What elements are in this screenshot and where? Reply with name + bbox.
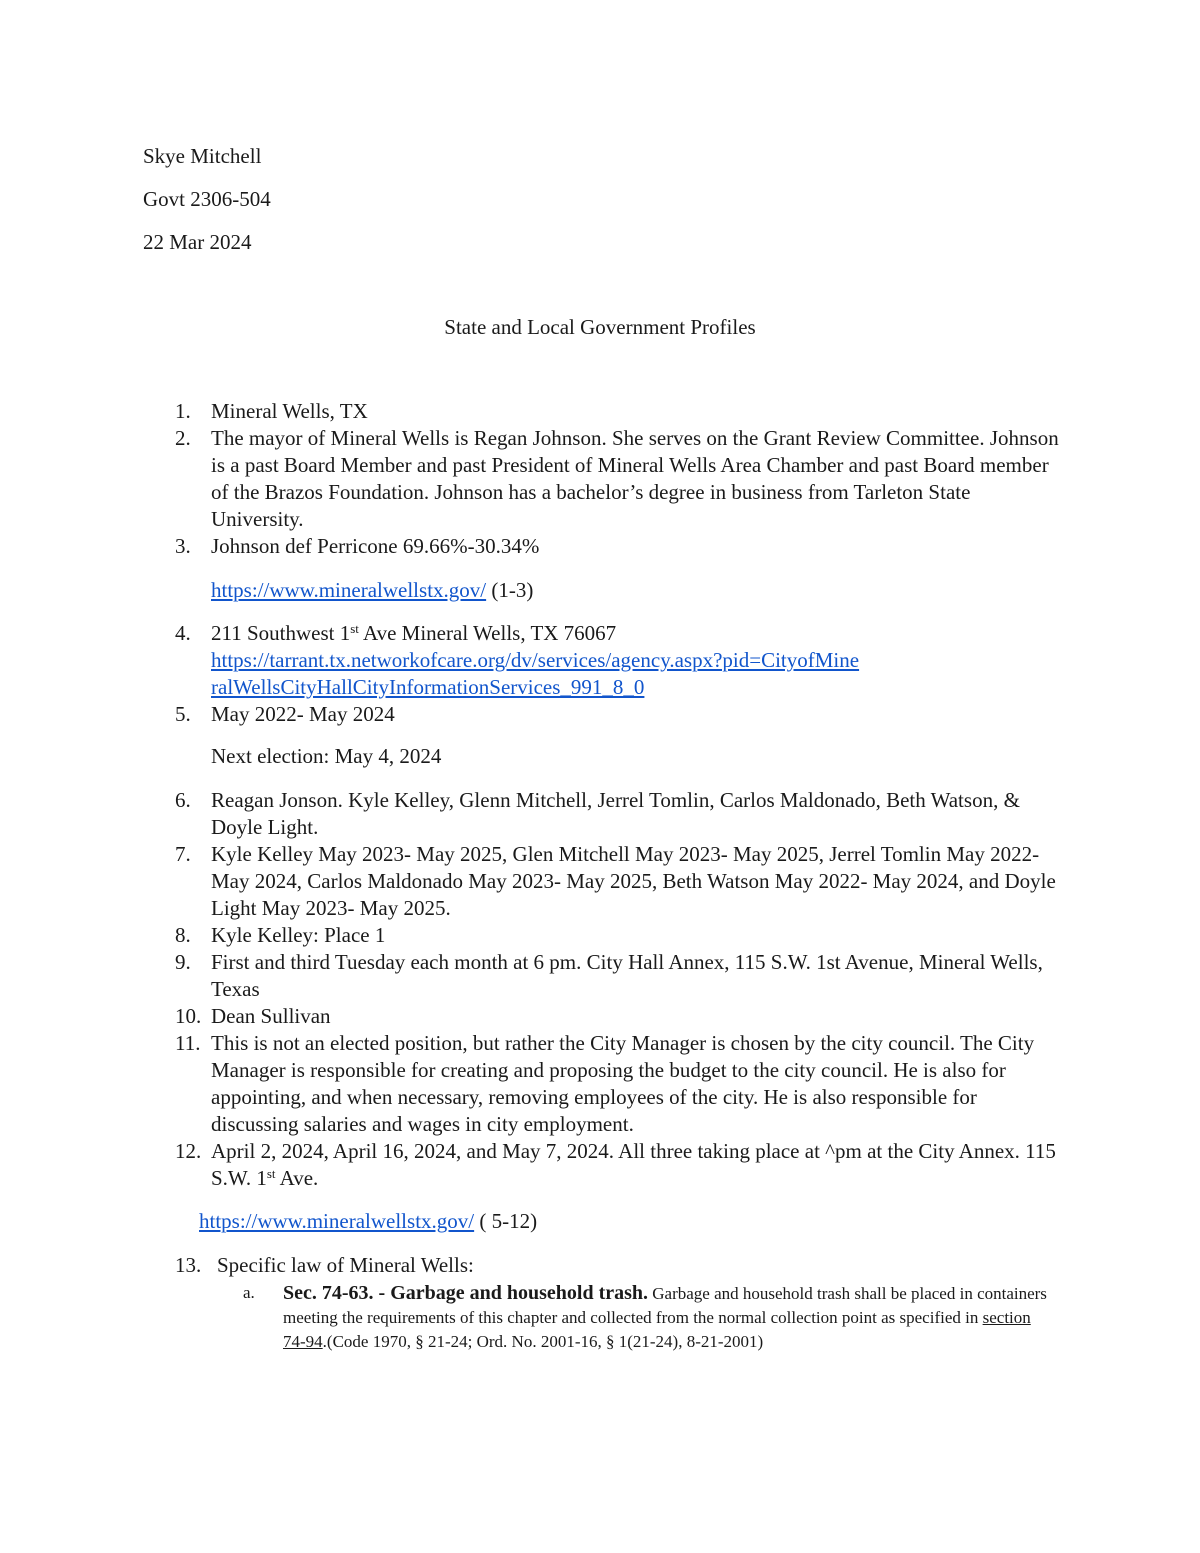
- list-text: The mayor of Mineral Wells is Regan Johnson. She serves on the Grant Review Committee. Johnson is a past Board Member and past President of Mineral Wells Area Chamber and past Board member of the Brazos Foundation. Johnson has a bachelor’s degree in business from Tarleton State University.: [211, 426, 1059, 531]
- list-number: 10.: [175, 1004, 202, 1028]
- address-text: Ave Mineral Wells, TX 76067: [358, 621, 617, 645]
- list-number: 9.: [175, 950, 191, 974]
- list-item: [175, 1003, 1065, 1030]
- list-number: 12.: [175, 1139, 202, 1163]
- list-text: Johnson def Perricone 69.66%-30.34%: [211, 534, 540, 558]
- source-range: ( 5-12): [474, 1209, 538, 1233]
- law-text: .(Code 1970, § 21-24; Ord. No. 2001-16, § 1(21-24), 8-21-2001): [322, 1332, 764, 1351]
- list-number: 13.: [175, 1253, 202, 1277]
- list-number: 8.: [175, 923, 191, 947]
- source-link[interactable]: https://www.mineralwellstx.gov/: [211, 578, 487, 602]
- list-item: [175, 620, 1065, 701]
- subitem-marker: a.: [243, 1283, 255, 1302]
- list-item: [175, 1252, 1065, 1279]
- list-number: 7.: [175, 842, 191, 866]
- list-number: 11.: [175, 1031, 201, 1055]
- list-item: [175, 1138, 1065, 1192]
- source-citation: [199, 1208, 537, 1235]
- source-link[interactable]: https://www.mineralwellstx.gov/: [199, 1209, 475, 1233]
- list-text: April 2, 2024, April 16, 2024, and May 7, 2024. All three taking place at ^pm at the City Annex. 115 S.W. 1: [211, 1139, 1056, 1190]
- next-election: Next election: May 4, 2024: [211, 744, 442, 768]
- list-text: This is not an elected position, but rather the City Manager is chosen by the city council. The City Manager is responsible for creating and proposing the budget to the city council. He is also for appointing, and when necessary, removing employees of the city. He is also responsible for discussing salaries and wages in city employment.: [211, 1031, 1035, 1136]
- list-item: [175, 533, 1065, 560]
- list-item: [175, 701, 1065, 728]
- course-code: Govt 2306-504: [143, 187, 271, 211]
- list-number: 6.: [175, 788, 191, 812]
- list-number: 4.: [175, 621, 191, 645]
- list-text: Specific law of Mineral Wells:: [217, 1253, 474, 1277]
- document-title: State and Local Government Profiles: [444, 315, 756, 339]
- list-number: 5.: [175, 702, 191, 726]
- list-text: First and third Tuesday each month at 6 pm. City Hall Annex, 115 S.W. 1st Avenue, Mineral Wells, Texas: [211, 950, 1043, 1001]
- list-text: Dean Sullivan: [211, 1004, 331, 1028]
- list-text: Ave.: [275, 1166, 319, 1190]
- law-subitem: [243, 1281, 1053, 1354]
- address-link[interactable]: https://tarrant.tx.networkofcare.org/dv/services/agency.aspx?pid=CityofMineralWellsCityHallCityInformationServices_991_8_0: [211, 648, 860, 699]
- document-date: 22 Mar 2024: [143, 230, 252, 254]
- section-reference: section 74-94: [283, 1308, 1031, 1351]
- list-item: [175, 922, 1065, 949]
- source-citation: [211, 577, 533, 604]
- list-text: May 2022- May 2024: [211, 702, 395, 726]
- list-item: [175, 949, 1065, 1003]
- list-number: 3.: [175, 534, 191, 558]
- ordinal-suffix: st: [266, 1166, 276, 1181]
- list-text: Mineral Wells, TX: [211, 399, 368, 423]
- list-item: [175, 1030, 1065, 1138]
- list-item: [175, 398, 1065, 425]
- source-range: (1-3): [486, 578, 534, 602]
- author-name: Skye Mitchell: [143, 144, 262, 168]
- list-item: [175, 787, 1065, 841]
- list-text: Kyle Kelley: Place 1: [211, 923, 386, 947]
- list-number: 2.: [175, 426, 191, 450]
- law-heading: Sec. 74-63. - Garbage and household trash.: [283, 1282, 649, 1304]
- list-text: Kyle Kelley May 2023- May 2025, Glen Mitchell May 2023- May 2025, Jerrel Tomlin May 2022- May 2024, Carlos Maldonado May 2023- May 2025, Beth Watson May 2022- May 2024, and Doyle Light May 2023- May 2025.: [211, 842, 1056, 920]
- law-text: Garbage and household trash shall be placed in containers meeting the requirements of this chapter and collected from the normal collection point as specified in: [283, 1284, 1047, 1327]
- ordinal-suffix: st: [350, 621, 359, 636]
- list-text: Reagan Jonson. Kyle Kelley, Glenn Mitchell, Jerrel Tomlin, Carlos Maldonado, Beth Watson, & Doyle Light.: [211, 788, 1020, 839]
- list-number: 1.: [175, 399, 191, 423]
- address-text: 211 Southwest 1: [211, 621, 351, 645]
- list-item: [175, 841, 1065, 922]
- list-item: [175, 425, 1065, 533]
